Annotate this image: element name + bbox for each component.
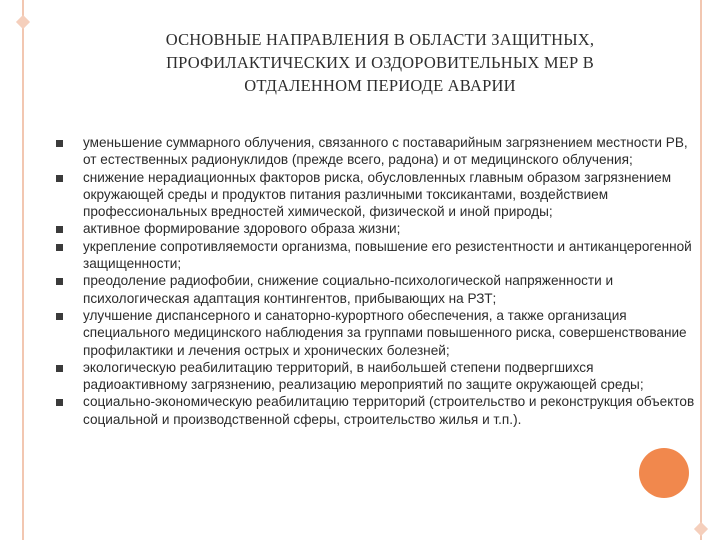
square-bullet-icon (56, 140, 63, 147)
bullet-item (0, 169, 720, 221)
square-bullet-icon (56, 399, 63, 406)
bullet-list (0, 134, 720, 428)
bullet-item (0, 272, 720, 307)
bullet-text: преодоление радиофобии, снижение социально-психологической напряженности и психологическая адаптация контингентов, прибывающих на РЗТ; (83, 273, 614, 306)
bullet-item (0, 238, 720, 273)
bullet-text: активное формирование здорового образа жизни; (83, 221, 401, 237)
bullet-item (0, 220, 720, 237)
corner-diamond-top (16, 15, 30, 29)
title-line: ОТДАЛЕННОМ ПЕРИОДЕ АВАРИИ (244, 76, 516, 95)
square-bullet-icon (56, 244, 63, 251)
square-bullet-icon (56, 278, 63, 285)
square-bullet-icon (56, 175, 63, 182)
corner-diamond-bottom (694, 522, 708, 536)
bullet-text: социально-экономическую реабилитацию территорий (строительство и реконструкция объектов социальной и производственной сферы, строительство жилья и т.п.). (83, 394, 695, 427)
accent-circle (639, 448, 689, 498)
bullet-item (0, 134, 720, 169)
bullet-text: снижение нерадиационных факторов риска, обусловленных главным образом загрязнением окружающей среды и продуктов питания различными токсикантами, воздействием профессиональных вредностей химической, физической и иной природы; (83, 169, 672, 220)
square-bullet-icon (56, 313, 63, 320)
bullet-item (0, 359, 720, 394)
bullet-item (0, 307, 720, 359)
bullet-text: улучшение диспансерного и санаторно-курортного обеспечения, а также организация специального медицинского наблюдения за группами повышенного риска, совершенствование профилактики и лечения острых и хронических болезней; (83, 307, 687, 358)
bullet-item (0, 393, 720, 428)
bullet-text: уменьшение суммарного облучения, связанного с поставарийным загрязнением местности РВ, от естественных радионуклидов (прежде всего, радона) и от медицинского облучения; (83, 135, 688, 168)
title-line: ОСНОВНЫЕ НАПРАВЛЕНИЯ В ОБЛАСТИ ЗАЩИТНЫХ, (165, 30, 595, 49)
bullet-text: экологическую реабилитацию территорий, в наибольшей степени подвергшихся радиоактивному загрязнению, реализацию мероприятий по защите окружающей среды; (83, 359, 644, 393)
square-bullet-icon (56, 226, 63, 233)
title-line: ПРОФИЛАКТИЧЕСКИХ И ОЗДОРОВИТЕЛЬНЫХ МЕР В (166, 53, 594, 72)
slide-title (100, 28, 660, 97)
bullet-text: укрепление сопротивляемости организма, повышение его резистентности и антиканцерогенной защищенности; (83, 238, 692, 272)
square-bullet-icon (56, 365, 63, 372)
